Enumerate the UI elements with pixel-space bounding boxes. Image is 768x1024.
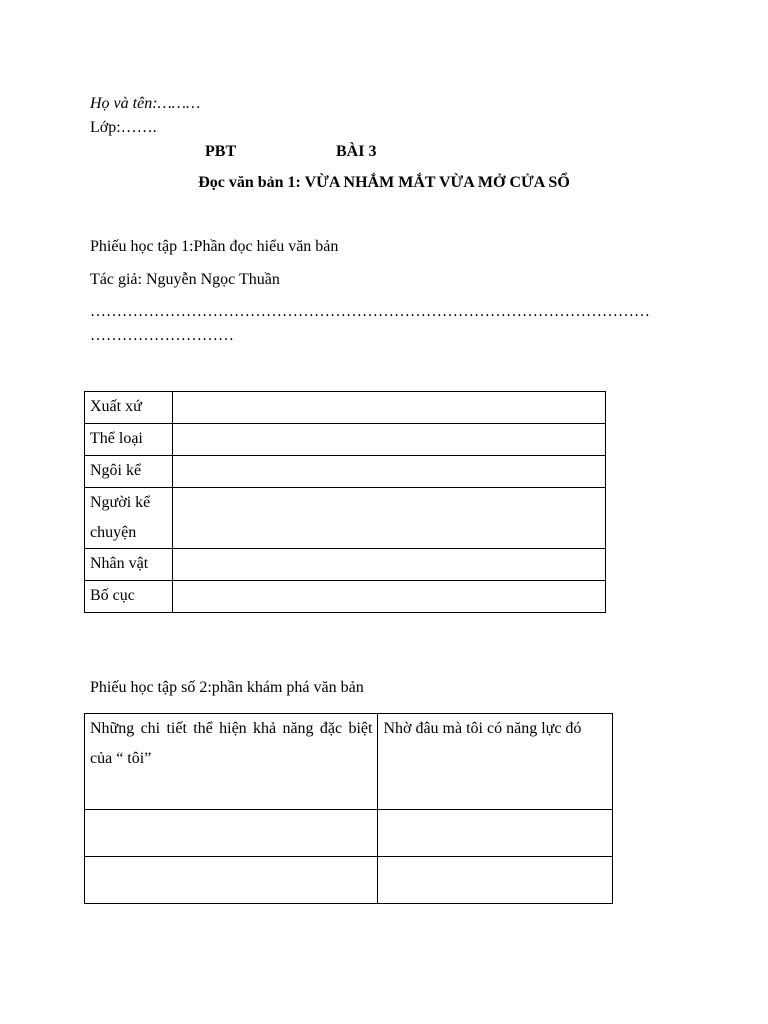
table-row: [85, 456, 606, 488]
lesson-number: BÀI 3: [336, 143, 377, 160]
answer-cell[interactable]: [173, 424, 606, 456]
answer-dots-line: ……………………………………………………………………………………………: [90, 303, 650, 320]
answer-cell[interactable]: [173, 392, 606, 424]
answer-cell[interactable]: [378, 857, 613, 904]
answer-cell[interactable]: [173, 581, 606, 613]
row-label: Ngôi kể: [85, 456, 173, 488]
table-row: [85, 810, 613, 857]
answer-cell[interactable]: [173, 456, 606, 488]
row-label: Nhân vật: [85, 549, 173, 581]
table-row: [85, 857, 613, 904]
reading-comprehension-table: [84, 391, 606, 613]
column-header-text: Nhờ đâu mà tôi có năng lực đó: [383, 720, 582, 737]
column-header-text: Những chi tiết thể hiện khả năng đặc biệt của “ tôi”: [90, 720, 373, 767]
worksheet-2-title: Phiếu học tập số 2:phần khám phá văn bản: [90, 679, 364, 696]
answer-cell[interactable]: [173, 488, 606, 549]
row-label: Bố cục: [85, 581, 173, 613]
name-field-label: Họ và tên:………: [90, 95, 201, 112]
reading-title: Đọc văn bản 1: VỪA NHẮM MẮT VỪA MỞ CỬA SỔ: [198, 174, 570, 191]
worksheet-1-title: Phiếu học tập 1:Phần đọc hiểu văn bản: [90, 238, 339, 255]
table-row: [85, 424, 606, 456]
table-header-row: [85, 714, 613, 810]
table-row: [85, 392, 606, 424]
answer-cell[interactable]: [85, 810, 378, 857]
answer-dots-line: ………………………: [90, 327, 234, 344]
table-row: [85, 488, 606, 549]
text-exploration-table: [84, 713, 613, 904]
table-row: [85, 549, 606, 581]
row-label: Xuất xứ: [85, 392, 173, 424]
row-label: Thể loại: [85, 424, 173, 456]
class-field-label: Lớp:…….: [90, 119, 157, 136]
column-header-reason: [378, 714, 613, 810]
row-label: Người kể chuyện: [85, 488, 173, 549]
column-header-details: [85, 714, 378, 810]
table-row: [85, 581, 606, 613]
worksheet-abbrev: PBT: [205, 143, 237, 160]
author-line: Tác giả: Nguyễn Ngọc Thuần: [90, 271, 280, 288]
answer-cell[interactable]: [173, 549, 606, 581]
answer-cell[interactable]: [85, 857, 378, 904]
answer-cell[interactable]: [378, 810, 613, 857]
